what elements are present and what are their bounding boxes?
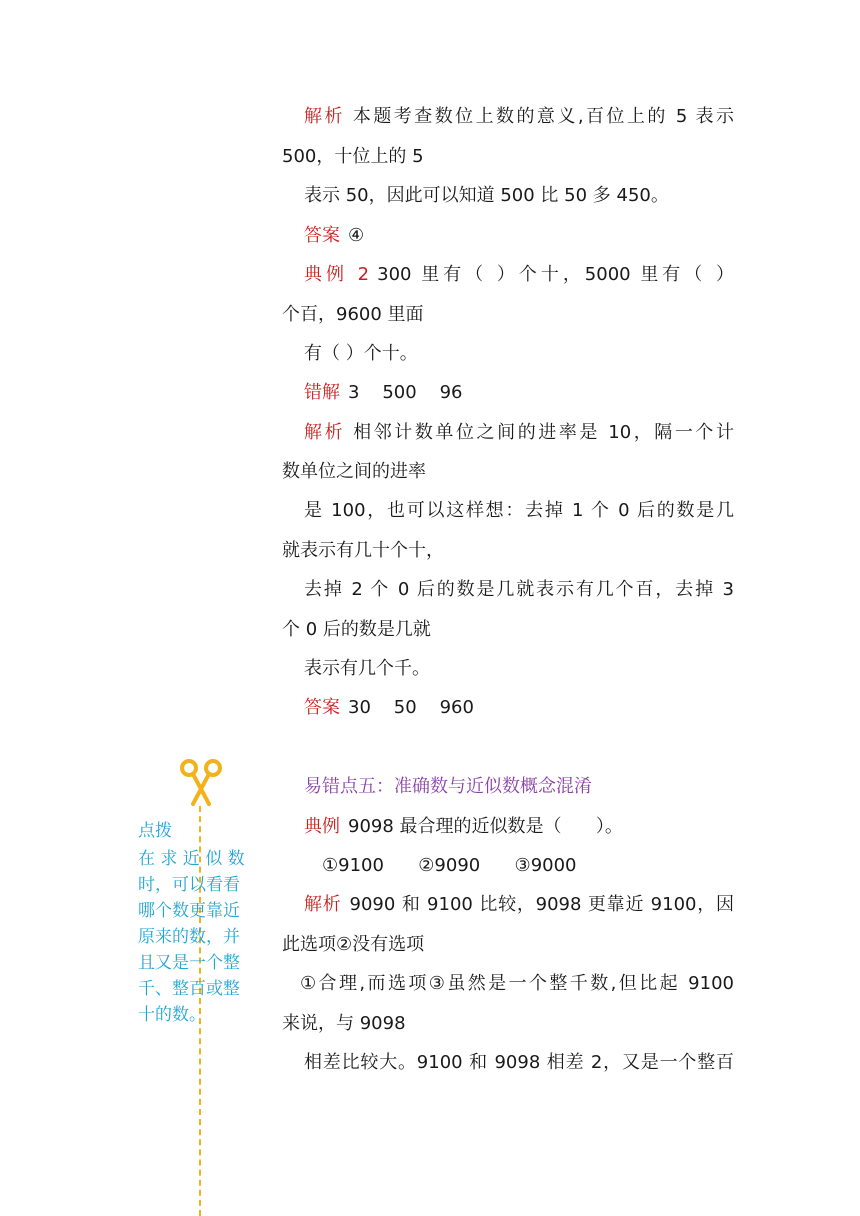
example-question-line: 典例 2 300 里有（ ）个十，5000 里有（ ）: [304, 264, 734, 285]
tip-line: 原来的数，并: [138, 927, 240, 947]
analysis-line: 解析 相邻计数单位之间的进率是 10，隔一个计: [304, 422, 735, 443]
analysis-line: 去掉 2 个 0 后的数是几就表示有几个百，去掉 3: [304, 579, 734, 600]
answer-tag: 答案: [304, 225, 340, 246]
section-heading: 易错点五：准确数与近似数概念混淆: [304, 776, 592, 797]
options-line: ①9100 ②9090 ③9000: [322, 855, 577, 876]
analysis-line: 解析 本题考查数位上数的意义,百位上的 5 表示: [304, 106, 735, 127]
analysis-line: 个 0 后的数是几就: [282, 619, 431, 640]
tip-line: 且又是一个整: [138, 953, 240, 973]
analysis-line: ①合理,而选项③虽然是一个整千数,但比起 9100: [300, 973, 734, 994]
answer-line: 答案 ④: [304, 225, 365, 246]
tip-line: 哪个数更靠近: [138, 901, 240, 921]
analysis-line: 是 100，也可以这样想：去掉 1 个 0 后的数是几: [304, 500, 734, 521]
analysis-tag: 解析: [304, 106, 345, 127]
example-question-line: 典例 9098 最合理的近似数是（ ）。: [304, 816, 623, 837]
example-tag: 典例: [304, 816, 340, 837]
tip-line: 在 求 近 似 数: [138, 849, 245, 869]
example-question-line: 个百，9600 里面: [282, 304, 424, 325]
example-tag: 典例 2: [304, 264, 370, 285]
analysis-line: 此选项②没有选项: [282, 934, 425, 955]
analysis-line: 来说，与 9098: [282, 1013, 406, 1034]
wrong-tag: 错解: [304, 382, 340, 403]
wrong-answer-line: 错解 3 500 96: [304, 382, 463, 403]
analysis-line: 数单位之间的进率: [282, 461, 426, 482]
analysis-line: 解析 9090 和 9100 比较，9098 更靠近 9100，因: [304, 894, 735, 915]
analysis-line: 表示有几个千。: [304, 658, 430, 679]
analysis-tag: 解析: [304, 422, 346, 443]
tip-line: 千、整百或整: [138, 979, 240, 999]
answer-tag: 答案: [304, 697, 340, 718]
analysis-tag: 解析: [304, 894, 342, 915]
tip-title: 点拨: [138, 821, 172, 841]
answer-line: 答案 30 50 960: [304, 697, 474, 718]
tip-line: 十的数。: [138, 1005, 206, 1025]
analysis-line: 就表示有几十个十，: [282, 540, 444, 561]
analysis-line: 500，十位上的 5: [282, 146, 424, 167]
scissors-icon: [179, 758, 223, 810]
analysis-line: 相差比较大。9100 和 9098 相差 2，又是一个整百: [304, 1052, 734, 1073]
example-question-line: 有（ ）个十。: [304, 343, 418, 364]
analysis-line: 表示 50，因此可以知道 500 比 50 多 450。: [304, 185, 669, 206]
tip-line: 时，可以看看: [138, 875, 240, 895]
